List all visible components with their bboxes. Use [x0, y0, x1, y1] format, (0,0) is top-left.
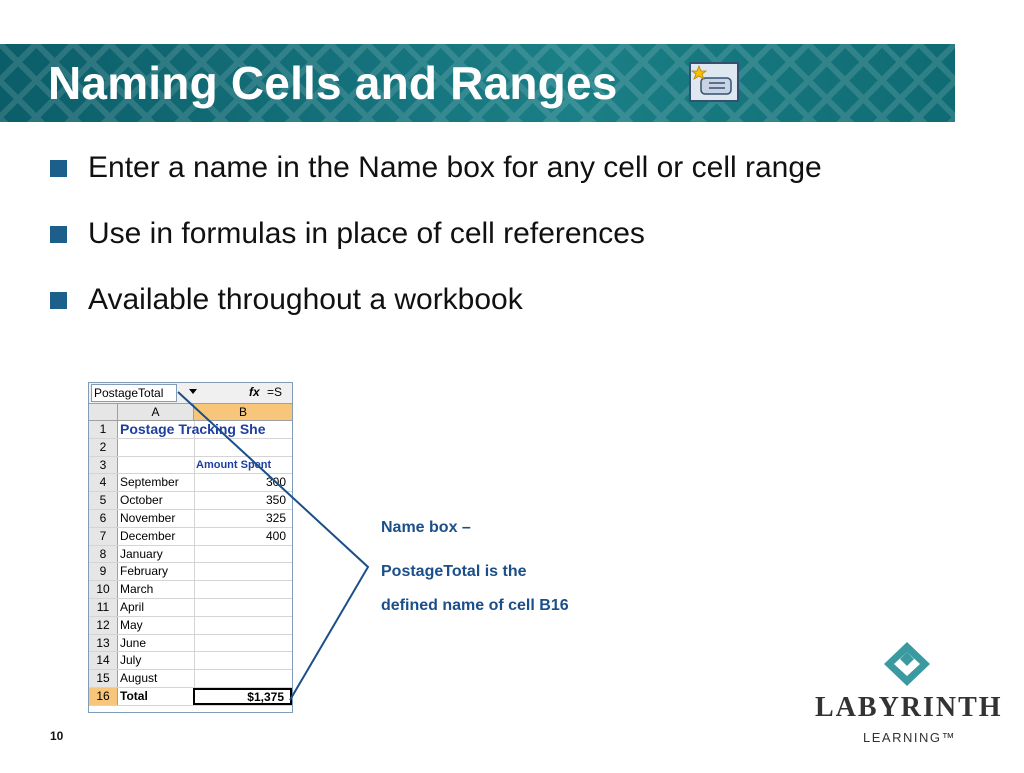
table-row — [89, 599, 292, 617]
formula-text[interactable]: =S — [267, 385, 283, 399]
table-row — [89, 474, 292, 492]
callout-line: Name box – — [381, 519, 471, 536]
spreadsheet-screenshot — [88, 382, 293, 713]
select-all-corner[interactable] — [89, 404, 118, 421]
row-header[interactable]: 11 — [89, 599, 118, 616]
cell-a2[interactable] — [119, 439, 195, 456]
cell-a12[interactable]: May — [119, 617, 195, 634]
table-row — [89, 617, 292, 635]
cell-a9[interactable]: February — [119, 563, 195, 580]
row-header[interactable]: 5 — [89, 492, 118, 509]
cell-a15[interactable]: August — [119, 670, 195, 687]
table-row — [89, 670, 292, 688]
table-row — [89, 635, 292, 653]
row-header[interactable]: 4 — [89, 474, 118, 491]
row-header[interactable]: 1 — [89, 421, 118, 438]
row-header[interactable]: 10 — [89, 581, 118, 598]
bullet-square-icon — [50, 160, 67, 177]
callout-line: defined name of cell B16 — [381, 597, 569, 614]
cell-a3[interactable] — [119, 457, 195, 474]
table-row — [89, 439, 292, 457]
cell-b13[interactable] — [194, 635, 292, 652]
row-header[interactable]: 9 — [89, 563, 118, 580]
cell-b14[interactable] — [194, 652, 292, 669]
cell-a16[interactable]: Total — [119, 688, 195, 705]
labyrinth-logo — [815, 640, 1003, 755]
cell-a10[interactable]: March — [119, 581, 195, 598]
bullet-square-icon — [50, 226, 67, 243]
cell-a13[interactable]: June — [119, 635, 195, 652]
cell-b16-selected[interactable]: $1,375 — [193, 688, 292, 705]
cell-b4[interactable]: 300 — [265, 475, 286, 490]
cell-b3[interactable]: Amount Spent — [196, 458, 272, 471]
name-box[interactable]: PostageTotal — [91, 384, 177, 402]
cell-a1[interactable]: Postage Tracking She — [120, 421, 266, 437]
slide-title: Naming Cells and Ranges — [48, 57, 618, 109]
table-row — [89, 581, 292, 599]
logo-subtitle: LEARNING™ — [863, 730, 956, 745]
bullet-text: Use in formulas in place of cell references — [88, 217, 645, 250]
cell-a5[interactable]: October — [119, 492, 195, 509]
cell-b5[interactable]: 350 — [265, 493, 286, 508]
cell-a14[interactable]: July — [119, 652, 195, 669]
cell-b6[interactable]: 325 — [265, 510, 286, 525]
cell-b7[interactable]: 400 — [265, 528, 286, 543]
sheet-rows — [89, 421, 292, 706]
table-row — [89, 457, 292, 475]
bullet-item — [50, 140, 950, 196]
table-row — [89, 492, 292, 510]
row-header[interactable]: 3 — [89, 457, 118, 474]
bullet-list — [50, 140, 950, 328]
table-row — [89, 510, 292, 528]
row-header[interactable]: 13 — [89, 635, 118, 652]
cell-b1[interactable] — [194, 421, 292, 438]
cell-a4[interactable]: September — [119, 474, 195, 491]
cell-b10[interactable] — [194, 581, 292, 598]
name-tag-icon — [689, 62, 739, 102]
row-header[interactable]: 15 — [89, 670, 118, 687]
table-row — [89, 421, 292, 439]
bullet-text: Available throughout a workbook — [88, 283, 523, 316]
cell-b2[interactable] — [194, 439, 292, 456]
column-header-b[interactable]: B — [194, 404, 293, 421]
fx-icon[interactable]: fx — [249, 385, 260, 399]
column-header-a[interactable]: A — [118, 404, 194, 421]
table-row — [89, 652, 292, 670]
cell-b15[interactable] — [194, 670, 292, 687]
row-header[interactable]: 14 — [89, 652, 118, 669]
logo-name: LABYRINTH — [815, 692, 1003, 723]
title-banner — [0, 44, 955, 122]
cell-b12[interactable] — [194, 617, 292, 634]
bullet-square-icon — [50, 292, 67, 309]
cell-a6[interactable]: November — [119, 510, 195, 527]
row-header[interactable]: 12 — [89, 617, 118, 634]
callout-line: PostageTotal is the — [381, 563, 527, 580]
cell-a11[interactable]: April — [119, 599, 195, 616]
row-header[interactable]: 7 — [89, 528, 118, 545]
bullet-item — [50, 206, 950, 262]
table-row — [89, 688, 292, 706]
cell-b11[interactable] — [194, 599, 292, 616]
cell-a7[interactable]: December — [119, 528, 195, 545]
row-header[interactable]: 2 — [89, 439, 118, 456]
row-header-selected[interactable]: 16 — [89, 688, 118, 705]
page-number: 10 — [50, 729, 64, 743]
cell-b9[interactable] — [194, 563, 292, 580]
row-header[interactable]: 6 — [89, 510, 118, 527]
formula-bar — [89, 383, 292, 404]
table-row — [89, 546, 292, 564]
bullet-text: Enter a name in the Name box for any cell or cell range — [88, 151, 822, 184]
table-row — [89, 528, 292, 546]
table-row — [89, 563, 292, 581]
bullet-item — [50, 272, 950, 328]
cell-a8[interactable]: January — [119, 546, 195, 563]
chevron-down-icon[interactable] — [189, 389, 197, 394]
cell-b8[interactable] — [194, 546, 292, 563]
diamond-logo-icon — [815, 640, 1000, 690]
row-header[interactable]: 8 — [89, 546, 118, 563]
